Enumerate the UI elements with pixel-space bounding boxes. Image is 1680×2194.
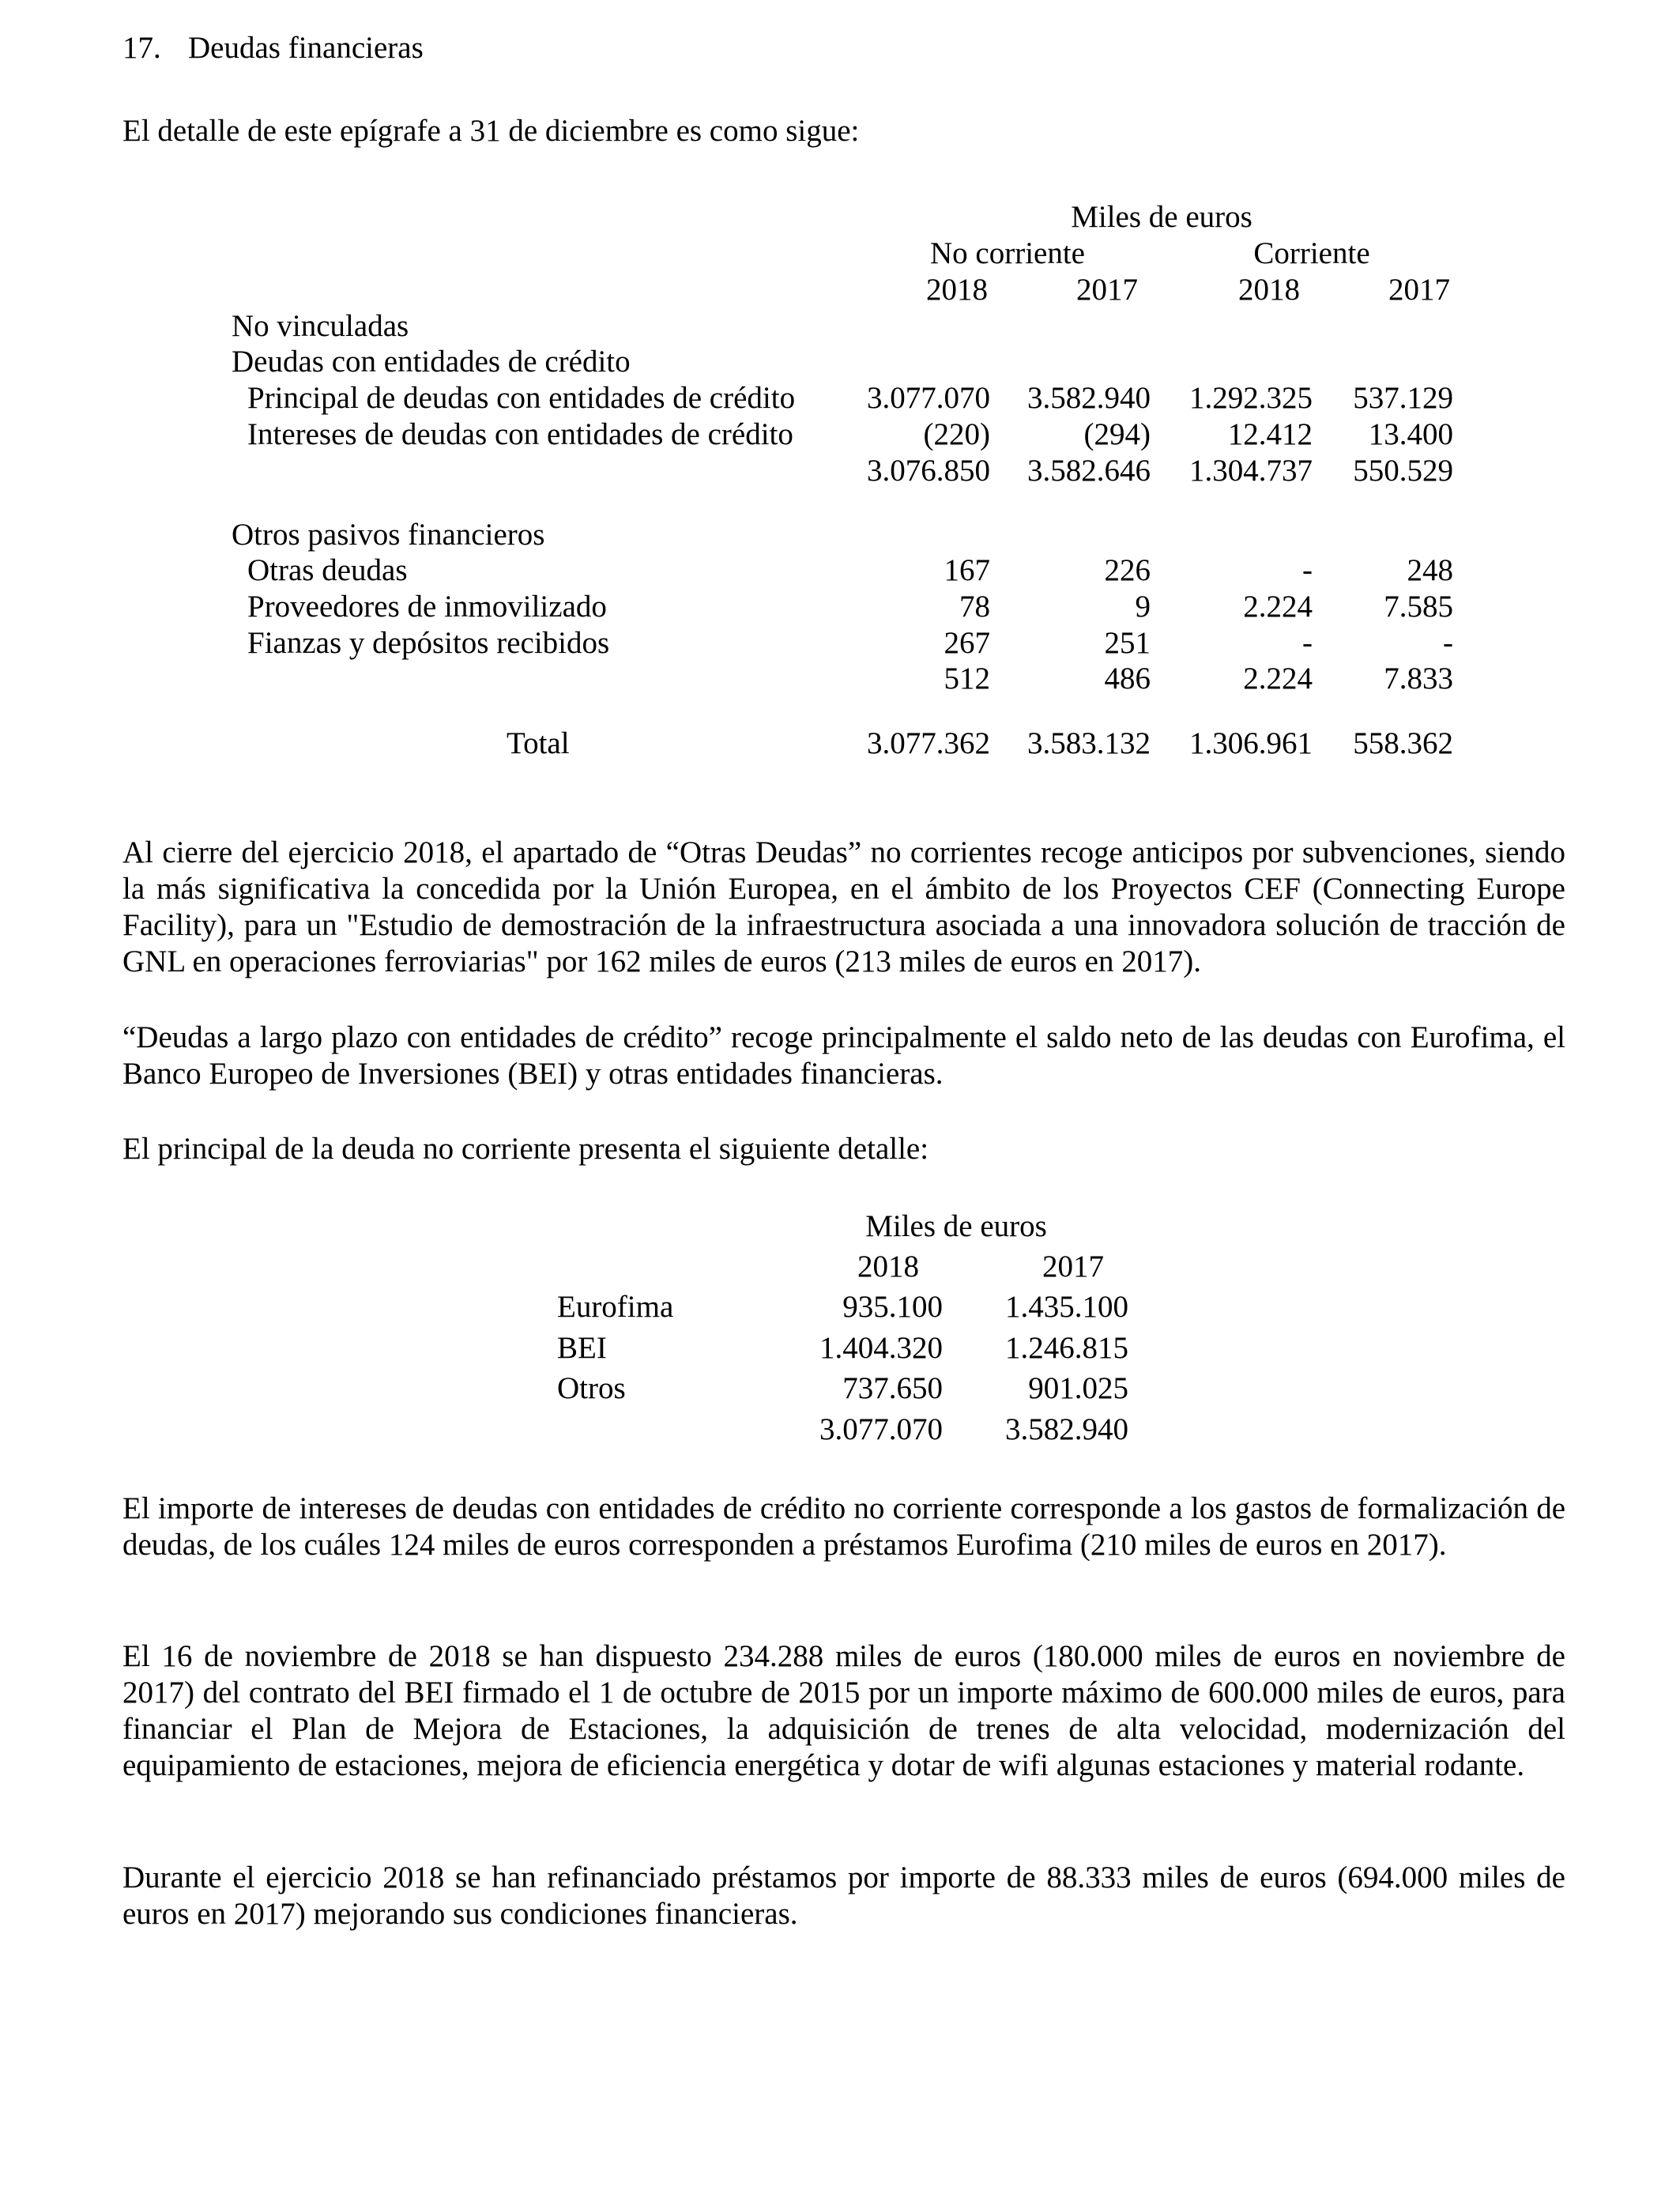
cell-value: 9	[1135, 590, 1151, 624]
cell-value: 3.582.646	[1027, 454, 1151, 488]
section-number: 17.	[122, 31, 161, 65]
table2-year-header: 2017	[1042, 1250, 1104, 1284]
cell-value: 3.582.940	[1005, 1412, 1128, 1446]
table1-year-header: 2017	[1076, 273, 1138, 307]
paragraph-intereses: El importe de intereses de deudas con entidades de crédito no corriente corresponde a los gastos de formalización de deudas, de los cuáles 124 miles de euros corresponden a préstamos Eurofima (210 miles de euros en 2017).	[122, 1491, 1565, 1562]
row-label: Eurofima	[557, 1290, 674, 1324]
table1-section-label: No vinculadas	[232, 309, 409, 343]
paragraph-bei: El 16 de noviembre de 2018 se han dispuesto 234.288 miles de euros (180.000 miles de euros en noviembre de 2017) del contrato del BEI firmado el 1 de octubre de 2015 por un importe máximo de 600.000 miles de euros, para financiar el Plan de Mejora de Estaciones, la adquisición de trenes de alta velocidad, modernización del equipamiento de estaciones, mejora de eficiencia energética y dotar de wifi algunas estaciones y material rodante.	[122, 1639, 1565, 1782]
cell-value: 167	[944, 553, 990, 587]
paragraph-principal-intro: El principal de la deuda no corriente presenta el siguiente detalle:	[122, 1132, 929, 1166]
cell-value: 7.833	[1384, 662, 1453, 696]
cell-value: -	[1302, 553, 1313, 587]
row-label: Fianzas y depósitos recibidos	[247, 626, 610, 660]
cell-value: 1.306.961	[1189, 726, 1313, 760]
cell-value: -	[1443, 626, 1453, 660]
row-label: Proveedores de inmovilizado	[247, 590, 607, 624]
row-label: Intereses de deudas con entidades de crédito	[247, 417, 793, 451]
cell-value: 3.582.940	[1027, 381, 1151, 415]
table2-year-header: 2018	[857, 1250, 919, 1284]
cell-value: 550.529	[1353, 454, 1453, 488]
cell-value: 226	[1104, 553, 1151, 587]
table1-group-corriente: Corriente	[1253, 236, 1370, 270]
cell-value: 486	[1104, 662, 1151, 696]
paragraph-otras-deudas: Al cierre del ejercicio 2018, el apartado de “Otras Deudas” no corrientes recoge anticipos por subvenciones, siendo la más significativa la concedida por la Unión Europea, en el ámbito de los Proyectos CEF (Connecting Europe Facility), para un "Estudio de demostración de la infraestructura asociada a una innovadora solución de tracción de GNL en operaciones ferroviarias" por 162 miles de euros (213 miles de euros en 2017).	[122, 835, 1565, 978]
cell-value: 1.246.815	[1005, 1331, 1128, 1365]
table1-year-header: 2018	[926, 273, 988, 307]
cell-value: 537.129	[1353, 381, 1453, 415]
paragraph-deudas-largo-plazo: “Deudas a largo plazo con entidades de crédito” recoge principalmente el saldo neto de las deudas con Eurofima, el Banco Europeo de Inversiones (BEI) y otras entidades financieras.	[122, 1020, 1565, 1091]
table1-group-no-corriente: No corriente	[930, 236, 1085, 270]
section-title: Deudas financieras	[188, 31, 424, 65]
table1-subsection-label: Otros pasivos financieros	[232, 518, 545, 552]
row-label: Otros	[557, 1371, 626, 1405]
cell-value: 13.400	[1368, 417, 1453, 451]
cell-value: 7.585	[1384, 590, 1453, 624]
row-label: BEI	[557, 1331, 607, 1365]
cell-value: 1.304.737	[1189, 454, 1313, 488]
cell-value: 558.362	[1353, 726, 1453, 760]
row-label: Otras deudas	[247, 553, 408, 587]
cell-value: 267	[944, 626, 990, 660]
table1-subsection-label: Deudas con entidades de crédito	[232, 345, 631, 379]
table1-year-header: 2017	[1388, 273, 1450, 307]
table1-unit-header: Miles de euros	[1071, 200, 1252, 234]
cell-value: (294)	[1083, 417, 1151, 451]
cell-value: 935.100	[842, 1290, 943, 1324]
cell-value: 1.292.325	[1189, 381, 1313, 415]
cell-value: 3.583.132	[1027, 726, 1151, 760]
table1-year-header: 2018	[1238, 273, 1300, 307]
cell-value: 78	[959, 590, 990, 624]
cell-value: 12.412	[1227, 417, 1313, 451]
cell-value: 512	[944, 662, 990, 696]
cell-value: 737.650	[842, 1371, 943, 1405]
cell-value: 3.076.850	[867, 454, 990, 488]
intro-text: El detalle de este epígrafe a 31 de diciembre es como sigue:	[122, 114, 860, 148]
cell-value: 3.077.362	[867, 726, 990, 760]
cell-value: 1.435.100	[1005, 1290, 1128, 1324]
cell-value: 251	[1104, 626, 1151, 660]
row-label: Principal de deudas con entidades de crédito	[247, 381, 796, 415]
cell-value: 1.404.320	[819, 1331, 943, 1365]
total-label: Total	[507, 726, 570, 760]
cell-value: 248	[1407, 553, 1453, 587]
cell-value: 901.025	[1028, 1371, 1128, 1405]
cell-value: 2.224	[1243, 662, 1313, 696]
cell-value: 3.077.070	[867, 381, 990, 415]
table2-unit-header: Miles de euros	[865, 1209, 1047, 1243]
paragraph-refinanciacion: Durante el ejercicio 2018 se han refinanciado préstamos por importe de 88.333 miles de euros (694.000 miles de euros en 2017) mejorando sus condiciones financieras.	[122, 1860, 1565, 1931]
cell-value: (220)	[923, 417, 990, 451]
cell-value: -	[1302, 626, 1313, 660]
cell-value: 2.224	[1243, 590, 1313, 624]
cell-value: 3.077.070	[819, 1412, 943, 1446]
